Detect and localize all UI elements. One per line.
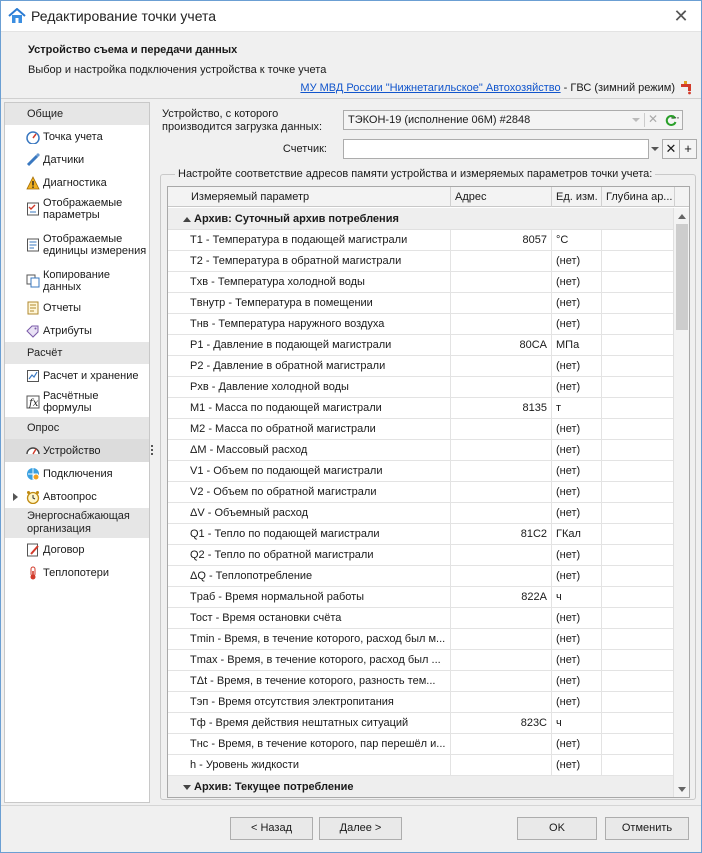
sidebar-item-displayed-units[interactable] [5,224,149,266]
cell-depth[interactable] [602,272,675,293]
table-row[interactable] [168,692,675,713]
sidebar-item-label: Копирование данных [43,269,111,293]
cell-param[interactable]: M1 - Масса по подающей магистрали [187,398,451,419]
scroll-down-icon[interactable] [678,787,686,792]
more-options-button[interactable]: ··· [670,110,679,124]
sidebar-item-autopoll[interactable] [5,485,149,508]
cell-unit[interactable]: (нет) [552,671,602,692]
cell-depth[interactable] [602,314,675,335]
cell-param[interactable]: Tраб - Время нормальной работы [187,587,451,608]
cell-unit[interactable]: (нет) [552,566,602,587]
cell-address[interactable]: 80CA [451,335,552,356]
sidebar-item-sensors[interactable] [5,148,149,171]
cell-unit[interactable]: (нет) [552,629,602,650]
sidebar-item-copy-data[interactable] [5,266,149,296]
expand-icon[interactable] [183,785,191,790]
cell-address[interactable] [451,461,552,482]
cell-address[interactable] [451,755,552,776]
cell-address[interactable] [451,503,552,524]
heat-loss-icon [26,566,40,580]
title-bar [1,1,701,32]
cell-unit[interactable]: (нет) [552,482,602,503]
table-row[interactable] [168,713,675,734]
wizard-header [1,33,701,99]
connections-icon [26,467,40,481]
device-select[interactable] [343,110,683,130]
mapping-grid[interactable] [167,186,690,798]
table-row[interactable] [168,524,675,545]
calc-storage-icon [26,369,40,383]
sidebar-group-calculation: Расчёт [5,342,149,364]
cell-address[interactable]: 81C2 [451,524,552,545]
column-header-unit[interactable]: Ед. изм. [552,187,602,207]
cell-unit[interactable]: (нет) [552,608,602,629]
cell-unit[interactable]: (нет) [552,692,602,713]
cell-param[interactable]: Tнс - Время, в течение которого, пар перешёл и... [187,734,451,755]
table-row[interactable] [168,671,675,692]
report-icon [26,301,40,315]
cell-address[interactable] [451,545,552,566]
cell-address[interactable] [451,734,552,755]
table-row[interactable] [168,419,675,440]
cell-param[interactable]: T2 - Температура в обратной магистрали [187,251,451,272]
sidebar-group-polling: Опрос [5,417,149,439]
close-icon[interactable]: ✕ [673,6,689,26]
grid-scrollbar[interactable] [673,208,689,798]
cell-depth[interactable] [602,734,675,755]
wizard-footer [1,805,701,852]
cancel-button[interactable]: Отменить [605,817,689,840]
cell-param[interactable]: Тост - Время остановки счёта [187,608,451,629]
cell-depth[interactable] [602,608,675,629]
tag-icon [26,324,40,338]
sidebar-item-connections[interactable] [5,462,149,485]
sidebar-item-heat-loss[interactable] [5,561,149,584]
column-header-param[interactable]: Измеряемый параметр [187,187,451,207]
cell-unit[interactable]: (нет) [552,503,602,524]
sidebar-item-reports[interactable] [5,296,149,319]
cell-depth[interactable] [602,335,675,356]
cell-address[interactable]: 822A [451,587,552,608]
cell-unit[interactable]: т [552,398,602,419]
cell-depth[interactable] [602,713,675,734]
table-row[interactable] [168,335,675,356]
cell-address[interactable] [451,608,552,629]
units-icon [26,238,40,252]
cell-param[interactable]: Tнв - Температура наружного воздуха [187,314,451,335]
cell-param[interactable]: Q2 - Тепло по обратной магистрали [187,545,451,566]
cell-param[interactable]: ΔQ - Теплопотребление [187,566,451,587]
cell-depth[interactable] [602,587,675,608]
sidebar-item-label: Устройство [43,444,101,457]
cell-unit[interactable]: (нет) [552,377,602,398]
cell-depth[interactable] [602,524,675,545]
sidebar-item-metering-point[interactable] [5,125,149,148]
cell-depth[interactable] [602,629,675,650]
device-gauge-icon [26,444,40,458]
cell-unit[interactable]: (нет) [552,293,602,314]
cell-depth[interactable] [602,251,675,272]
sidebar-item-label: Диагностика [43,176,107,189]
home-icon [8,8,26,24]
cell-unit[interactable]: (нет) [552,272,602,293]
sidebar-item-label: Отображаемые единицы измерения [43,233,147,257]
sidebar-item-label: Автоопрос [43,490,97,503]
cell-address[interactable] [451,272,552,293]
cell-address[interactable] [451,419,552,440]
sidebar-item-label: Расчётные формулы [43,390,99,414]
table-row[interactable] [168,251,675,272]
sidebar-item-device[interactable] [5,439,149,462]
table-row[interactable] [168,440,675,461]
page-title: Устройство съема и передачи данных [28,44,238,56]
cell-depth[interactable] [602,503,675,524]
sidebar-item-label: Датчики [43,153,85,166]
sidebar-item-label: Теплопотери [43,566,109,579]
sidebar-splitter[interactable] [151,444,154,460]
table-row[interactable] [168,545,675,566]
cell-unit[interactable]: °С [552,230,602,251]
hot-water-tap-icon [680,81,694,95]
cell-unit[interactable]: (нет) [552,755,602,776]
cell-param[interactable]: h - Уровень жидкости [187,755,451,776]
sidebar-item-label: Точка учета [43,130,103,143]
sidebar-item-label: Договор [43,543,85,556]
ok-button[interactable]: OK [517,817,597,840]
cell-address[interactable] [451,671,552,692]
cell-address[interactable] [451,692,552,713]
counter-label: Счетчик: [282,143,327,155]
next-button[interactable]: Далее > [319,817,402,840]
cell-depth[interactable] [602,755,675,776]
cell-unit[interactable]: ч [552,713,602,734]
cell-param[interactable]: Pхв - Давление холодной воды [187,377,451,398]
main-content [157,102,700,803]
table-row[interactable] [168,398,675,419]
group-title: Архив: Текущее потребление [194,781,354,793]
cell-depth[interactable] [602,356,675,377]
cell-address[interactable] [451,377,552,398]
scroll-thumb[interactable] [676,224,688,330]
sidebar-item-label: Расчет и хранение [43,369,139,382]
device-value: ТЭКОН-19 (исполнение 06М) #2848 [348,114,531,126]
sidebar-item-displayed-params[interactable] [5,194,149,224]
cell-param[interactable]: Tф - Время действия нештатных ситуаций [187,713,451,734]
cell-param[interactable]: Tmax - Время, в течение которого, расход был ... [187,650,451,671]
cell-unit[interactable]: ГКал [552,524,602,545]
table-row[interactable] [168,587,675,608]
cell-address[interactable] [451,566,552,587]
cell-unit[interactable]: (нет) [552,440,602,461]
cell-unit[interactable]: (нет) [552,356,602,377]
cell-depth[interactable] [602,419,675,440]
grid-group-row[interactable] [168,208,675,230]
device-label: Устройство, с которого производится загрузка данных: [162,108,323,133]
grid-body [168,208,675,798]
cell-address[interactable]: 8057 [451,230,552,251]
cell-param[interactable]: Q1 - Тепло по подающей магистрали [187,524,451,545]
object-suffix: - ГВС (зимний режим) [560,82,675,94]
cell-depth[interactable] [602,230,675,251]
alarm-clock-icon [26,490,40,504]
table-row[interactable] [168,629,675,650]
sidebar-item-contract[interactable] [5,538,149,561]
cell-unit[interactable]: (нет) [552,251,602,272]
cell-depth[interactable] [602,692,675,713]
cell-param[interactable]: Tвнутр - Температура в помещении [187,293,451,314]
table-row[interactable] [168,377,675,398]
table-row[interactable] [168,293,675,314]
cell-unit[interactable]: (нет) [552,734,602,755]
cell-param[interactable]: TΔt - Время, в течение которого, разность тем... [187,671,451,692]
clear-icon[interactable]: ✕ [648,112,659,126]
sidebar-group-energy-supplier: Энергоснабжающая организация [5,508,149,538]
collapse-icon[interactable] [183,217,191,222]
table-row[interactable] [168,461,675,482]
copy-icon [26,274,40,288]
groupbox-legend: Настройте соответствие адресов памяти устройства и измеряемых параметров точки учета: [175,168,655,180]
page-subtitle: Выбор и настройка подключения устройства к точке учета [28,64,327,76]
cell-address[interactable] [451,251,552,272]
grid-header [168,187,690,207]
scroll-up-icon[interactable] [678,214,686,219]
counter-select[interactable] [343,139,649,159]
sidebar-item-label: Отображаемые параметры [43,197,123,221]
cell-unit[interactable]: (нет) [552,461,602,482]
back-button[interactable]: < Назад [230,817,313,840]
object-breadcrumb [300,82,675,94]
sidebar-item-attributes[interactable] [5,319,149,342]
formula-icon [26,395,40,409]
cell-depth[interactable] [602,650,675,671]
cell-param[interactable]: P2 - Давление в обратной магистрали [187,356,451,377]
table-row[interactable] [168,230,675,251]
cell-depth[interactable] [602,482,675,503]
sidebar-item-formulas[interactable] [5,387,149,417]
cell-param[interactable]: T1 - Температура в подающей магистрали [187,230,451,251]
cell-param[interactable]: ΔM - Массовый расход [187,440,451,461]
table-row[interactable] [168,314,675,335]
gauge-icon [26,130,40,144]
cell-address[interactable] [451,293,552,314]
cell-param[interactable]: ΔV - Объемный расход [187,503,451,524]
cell-depth[interactable] [602,461,675,482]
sidebar-item-diagnostics[interactable] [5,171,149,194]
group-title: Архив: Суточный архив потребления [194,213,399,225]
sidebar-nav [4,102,150,803]
cell-unit[interactable]: (нет) [552,419,602,440]
cell-address[interactable]: 823C [451,713,552,734]
table-row[interactable] [168,566,675,587]
cell-unit[interactable]: ч [552,587,602,608]
sidebar-group-general: Общие [5,103,149,125]
cell-depth[interactable] [602,293,675,314]
sidebar-item-label: Атрибуты [43,324,92,337]
sidebar-item-label: Отчеты [43,301,82,314]
column-header-depth[interactable]: Глубина ар... [602,187,675,207]
table-row[interactable] [168,482,675,503]
grid-group-row[interactable] [168,776,675,798]
expand-arrow-icon[interactable] [13,493,18,501]
cell-depth[interactable] [602,545,675,566]
cell-param[interactable]: Tэп - Время отсутствия электропитания [187,692,451,713]
chevron-down-icon[interactable] [632,118,640,122]
cell-address[interactable] [451,356,552,377]
counter-chevron-down-icon[interactable] [651,147,659,151]
counter-add-button[interactable]: + [679,139,697,159]
cell-depth[interactable] [602,566,675,587]
cell-address[interactable]: 8135 [451,398,552,419]
cell-unit[interactable]: (нет) [552,314,602,335]
cell-address[interactable] [451,650,552,671]
table-row[interactable] [168,272,675,293]
cell-depth[interactable] [602,377,675,398]
cell-address[interactable] [451,314,552,335]
table-row[interactable] [168,755,675,776]
cell-unit[interactable]: МПа [552,335,602,356]
contract-icon [26,543,40,557]
cell-address[interactable] [451,440,552,461]
cell-param[interactable]: V2 - Объем по обратной магистрали [187,482,451,503]
cell-param[interactable]: V1 - Объем по подающей магистрали [187,461,451,482]
table-row[interactable] [168,734,675,755]
table-row[interactable] [168,650,675,671]
cell-param[interactable]: Tхв - Температура холодной воды [187,272,451,293]
cell-param[interactable]: Tmin - Время, в течение которого, расход был м... [187,629,451,650]
warning-icon [26,176,40,190]
cell-unit[interactable]: (нет) [552,545,602,566]
cell-address[interactable] [451,482,552,503]
cell-address[interactable] [451,629,552,650]
table-row[interactable] [168,608,675,629]
probe-icon [26,153,40,167]
cell-depth[interactable] [602,398,675,419]
column-header-address[interactable]: Адрес [451,187,552,207]
cell-param[interactable]: M2 - Масса по обратной магистрали [187,419,451,440]
sidebar-item-calc-storage[interactable] [5,364,149,387]
object-link[interactable]: МУ МВД России "Нижнетагильское" Автохозяйство [300,82,561,94]
cell-depth[interactable] [602,440,675,461]
cell-param[interactable]: P1 - Давление в подающей магистрали [187,335,451,356]
cell-unit[interactable]: (нет) [552,650,602,671]
window-title: Редактирование точки учета [31,8,217,24]
cell-depth[interactable] [602,671,675,692]
table-row[interactable] [168,356,675,377]
checklist-icon [26,202,40,216]
sidebar-item-label: Подключения [43,467,113,480]
table-row[interactable] [168,503,675,524]
svg-text:fx: fx [29,398,39,409]
counter-clear-button[interactable]: ✕ [662,139,680,159]
